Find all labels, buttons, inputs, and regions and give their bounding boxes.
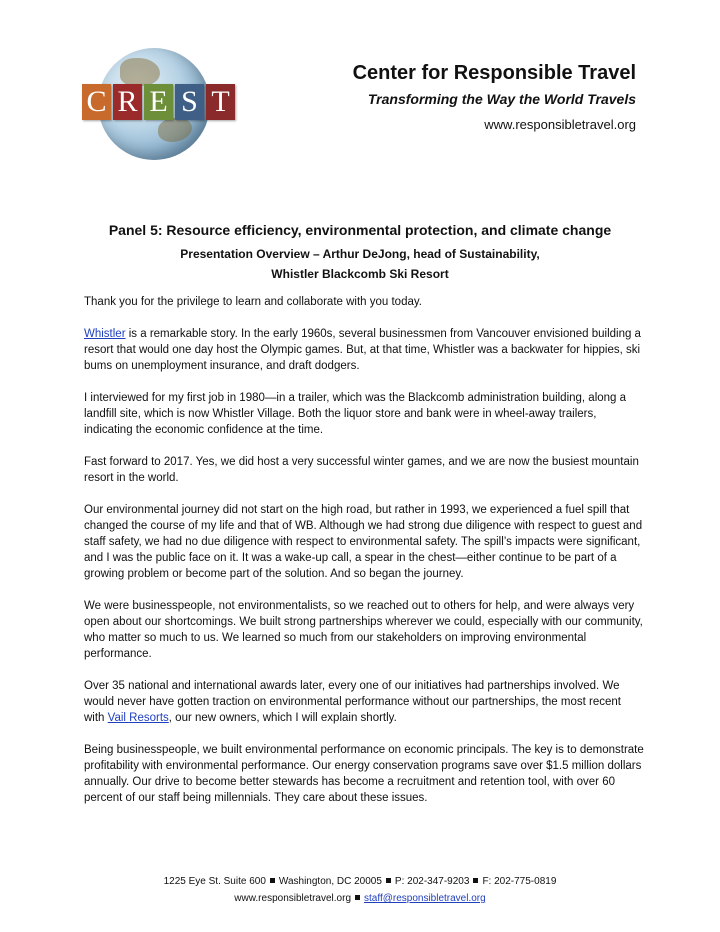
bullet-square-icon	[386, 878, 391, 883]
logo-tile-s: S	[175, 84, 204, 120]
tagline: Transforming the Way the World Travels	[367, 91, 636, 107]
footer-website: www.responsibletravel.org	[234, 893, 351, 904]
paragraph-awards	[84, 678, 644, 726]
footer-phone: P: 202-347-9203	[394, 876, 470, 887]
paragraph-whistler	[84, 326, 644, 374]
paragraph-text: , our new owners, which I will explain shortly.	[168, 712, 397, 724]
footer-city: Washington, DC 20005	[278, 876, 382, 887]
footer-fax: F: 202-775-0819	[482, 876, 557, 887]
document-subtitle	[0, 244, 720, 284]
document-body	[84, 294, 644, 822]
logo-tile-r: R	[113, 84, 142, 120]
document-title: Panel 5: Resource efficiency, environmental protection, and climate change	[108, 222, 612, 238]
footer	[0, 873, 720, 907]
footer-line-2	[0, 890, 720, 907]
bullet-square-icon	[355, 895, 360, 900]
footer-address: 1225 Eye St. Suite 600	[163, 876, 266, 887]
footer-line-1	[0, 873, 720, 890]
subtitle-line-2: Whistler Blackcomb Ski Resort	[271, 267, 449, 281]
header-website: www.responsibletravel.org	[484, 117, 636, 132]
whistler-link[interactable]: Whistler	[84, 328, 126, 340]
paragraph-intro: Thank you for the privilege to learn and collaborate with you today.	[84, 296, 422, 308]
logo-tile-c: C	[82, 84, 111, 120]
paragraph-economics: Being businesspeople, we built environmental performance on economic principals. The key is to demonstrate profitability with environmental performance. Our energy conservation programs save over $1.5 million dollars annually. Our drive to become better stewards has become a recruitment and retention tool, with over 60 percent of our staff being millennials. They care about these issues.	[84, 744, 644, 804]
organization-name: Center for Responsible Travel	[352, 62, 636, 84]
logo-letter-tiles	[82, 84, 235, 120]
logo-tile-e: E	[144, 84, 173, 120]
footer-email-link[interactable]: staff@responsibletravel.org	[364, 893, 486, 904]
vail-resorts-link[interactable]: Vail Resorts	[107, 712, 169, 724]
paragraph-fuel-spill: Our environmental journey did not start on the high road, but rather in 1993, we experienced a fuel spill that changed the course of my life and that of WB. Although we had strong due diligence with respect to guest and staff safety, we had no due diligence with respect to environmental safety. The spill’s impacts were significant, and I was the public face on it. It was a wake-up call, a spear in the chest—either continue to be part of a growing problem or become part of the solution. And so began the journey.	[84, 504, 643, 580]
document-titles	[0, 222, 720, 284]
crest-logo	[82, 48, 238, 160]
bullet-square-icon	[270, 878, 275, 883]
paragraph-partnerships: We were businesspeople, not environmentalists, so we reached out to others for help, and were always very open about our shortcomings. We built strong partnerships wherever we could, especially with our community, who matter so much to us. We learned so much from our stakeholders on improving environmental performance.	[84, 600, 643, 660]
paragraph-2017: Fast forward to 2017. Yes, we did host a very successful winter games, and we are now the busiest mountain resort in the world.	[84, 456, 639, 484]
subtitle-line-1: Presentation Overview – Arthur DeJong, head of Sustainability,	[180, 247, 540, 261]
paragraph-first-job: I interviewed for my first job in 1980—in a trailer, which was the Blackcomb administration building, along a landfill site, which is now Whistler Village. Both the liquor store and bank were in wheel-away trailers, indicating the economic confidence at the time.	[84, 392, 627, 436]
letterhead	[353, 62, 636, 132]
bullet-square-icon	[473, 878, 478, 883]
paragraph-text: is a remarkable story. In the early 1960s, several businessmen from Vancouver envisioned building a resort that would one day host the Olympic games. But, at that time, Whistler was a backwater for hippies, ski bums on unemployment insurance, and draft dodgers.	[84, 328, 641, 372]
logo-tile-t: T	[206, 84, 235, 120]
paragraph-text: Over 35 national and international awards later, every one of our initiatives had partnerships involved. We would never have gotten traction on environmental performance without our partnerships, the most recent with	[84, 680, 621, 724]
